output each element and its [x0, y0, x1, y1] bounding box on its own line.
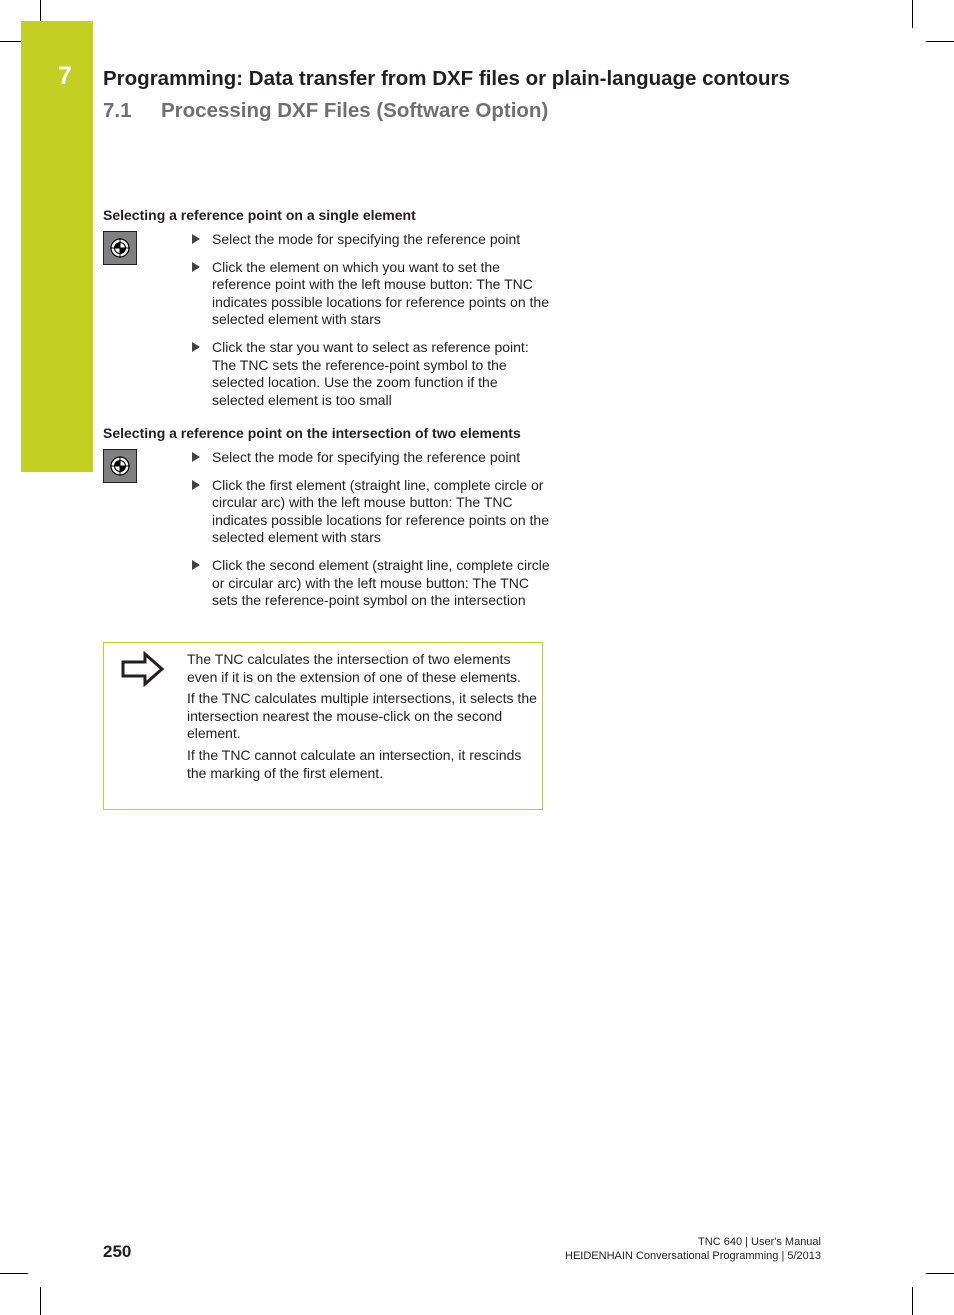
note-box: [103, 642, 543, 810]
chapter-number: 7: [58, 62, 72, 90]
bullet-triangle-icon: [192, 452, 200, 462]
note-paragraph: If the TNC calculates multiple intersections, it selects the intersection nearest the mouse-click on the second element.: [187, 690, 537, 742]
step-list: [190, 231, 550, 419]
bullet-triangle-icon: [192, 480, 200, 490]
crop-mark: [0, 41, 21, 42]
reference-point-icon: [103, 449, 137, 483]
chapter-tab: [21, 21, 93, 472]
chapter-title: Programming: Data transfer from DXF files or plain-language contours: [103, 67, 790, 90]
footer-line: TNC 640 | User's Manual: [698, 1236, 821, 1248]
arrow-right-icon: [121, 651, 165, 687]
step-item: [190, 339, 550, 409]
step-text: Click the first element (straight line, complete circle or circular arc) with the left mouse button: The TNC indicates possible locations for reference points on the selected element with stars: [212, 476, 549, 546]
footer-line: HEIDENHAIN Conversational Programming | 5/2013: [565, 1250, 821, 1262]
page-number: 250: [103, 1242, 132, 1261]
note-paragraph: If the TNC cannot calculate an intersection, it rescinds the marking of the first element.: [187, 746, 522, 781]
crop-mark: [926, 1273, 954, 1274]
crop-mark: [912, 1287, 913, 1315]
step-text: Click the element on which you want to set the reference point with the left mouse button: The TNC indicates possible locations for reference points on the selected element with stars: [212, 258, 549, 328]
section-title-text: Processing DXF Files (Software Option): [161, 99, 549, 122]
step-text: Click the second element (straight line, complete circle or circular arc) with the left mouse button: The TNC sets the reference-point symbol on the intersection: [212, 556, 550, 609]
subheading: Selecting a reference point on a single element: [103, 207, 416, 223]
bullet-triangle-icon: [192, 234, 200, 244]
reference-point-icon: [103, 231, 137, 265]
step-item: [190, 477, 550, 547]
crop-mark: [40, 1287, 41, 1315]
step-text: Click the star you want to select as reference point: The TNC sets the reference-point symbol to the selected location. Use the zoom function if the selected element is too small: [212, 338, 529, 408]
bullet-triangle-icon: [192, 560, 200, 570]
step-list: [190, 449, 550, 620]
crop-mark: [40, 0, 41, 21]
step-text: Select the mode for specifying the reference point: [212, 449, 521, 465]
bullet-triangle-icon: [192, 262, 200, 272]
crop-mark: [912, 0, 913, 28]
footer: [565, 1235, 821, 1263]
step-item: [190, 259, 550, 329]
section-title: [103, 99, 548, 123]
step-item: [190, 231, 550, 249]
section-number: 7.1: [103, 99, 132, 122]
bullet-triangle-icon: [192, 342, 200, 352]
crop-mark: [0, 1273, 28, 1274]
step-text: Select the mode for specifying the reference point: [212, 231, 521, 247]
subheading: Selecting a reference point on the intersection of two elements: [103, 425, 521, 441]
step-item: [190, 449, 550, 467]
step-item: [190, 557, 550, 610]
crop-mark: [926, 41, 954, 42]
note-paragraph: The TNC calculates the intersection of two elements even if it is on the extension of one of these elements.: [187, 651, 521, 685]
note-text: [187, 651, 537, 786]
